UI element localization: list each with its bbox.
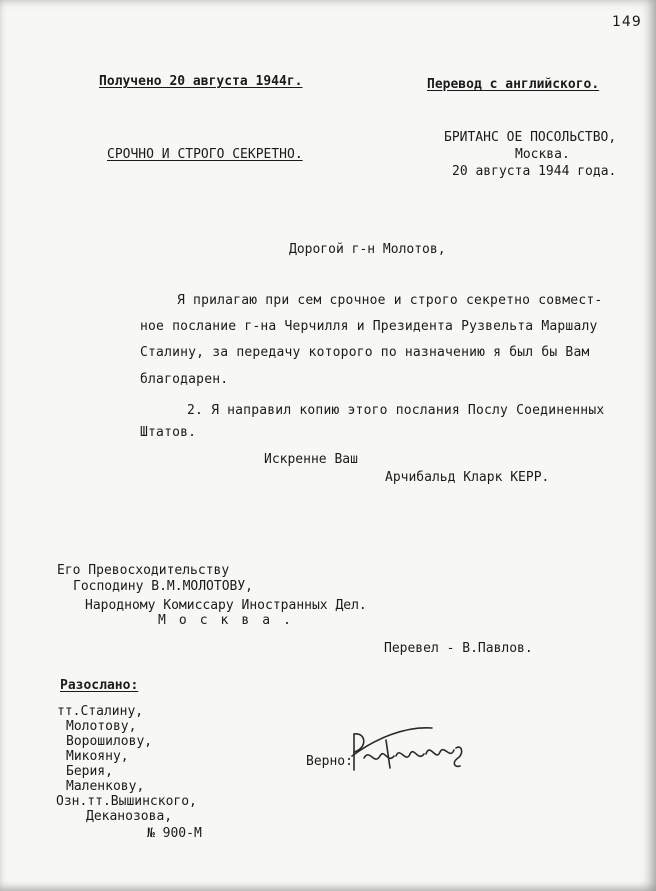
distribution-heading: Разослано: xyxy=(60,678,139,693)
signer-name: Арчибальд Кларк КЕРР. xyxy=(385,470,550,485)
received-note: Получено 20 августа 1944г. xyxy=(99,74,303,89)
embassy-city: Москва. xyxy=(515,147,570,162)
letter-date: 20 августа 1944 года. xyxy=(452,164,617,179)
embassy-name: БРИТАНС ОЕ ПОСОЛЬСТВО, xyxy=(444,130,617,145)
translation-note: Перевод с английского. xyxy=(427,77,600,92)
distribution-item: тт.Сталину, xyxy=(57,704,144,719)
paragraph-1-line: ное послание г-на Черчилля и Президента Рузвельта Маршалу xyxy=(140,319,598,334)
addressee-title: Его Превосходительству xyxy=(57,563,230,578)
distribution-item: Микояну, xyxy=(66,749,129,764)
document-number: № 900-М xyxy=(147,826,202,841)
distribution-item: Молотову, xyxy=(66,719,137,734)
distribution-item: Берия, xyxy=(66,764,113,779)
closing-phrase: Искренне Ваш xyxy=(264,452,358,467)
addressee-name: Господину В.М.МОЛОТОВУ, xyxy=(73,579,254,594)
distribution-item: Озн.тт.Вышинского, xyxy=(56,794,197,809)
translator-note: Перевел - В.Павлов. xyxy=(384,641,533,656)
distribution-item: Маленкову, xyxy=(66,779,145,794)
salutation: Дорогой г-н Молотов, xyxy=(289,242,446,257)
paragraph-1-line: благодарен. xyxy=(140,372,229,387)
classification-label: СРОЧНО И СТРОГО СЕКРЕТНО. xyxy=(107,147,303,162)
paragraph-1-line: Я прилагаю при сем срочное и строго секретно совмест- xyxy=(177,293,603,308)
certification-label: Верно: xyxy=(306,754,353,769)
addressee-position: Народному Комиссару Иностранных Дел. xyxy=(85,598,367,613)
paragraph-1-line: Сталину, за передачу которого по назначению я был бы Вам xyxy=(140,345,590,360)
distribution-item: Деканозова, xyxy=(86,809,173,824)
paragraph-2-line: 2. Я направил копию этого послания Послу Соединенных xyxy=(187,403,605,418)
distribution-item: Ворошилову, xyxy=(66,734,153,749)
addressee-city: М о с к в а . xyxy=(158,613,294,628)
page-number: 149 xyxy=(612,14,642,30)
handwritten-signature xyxy=(346,718,476,780)
paragraph-2-line: Штатов. xyxy=(140,425,197,440)
